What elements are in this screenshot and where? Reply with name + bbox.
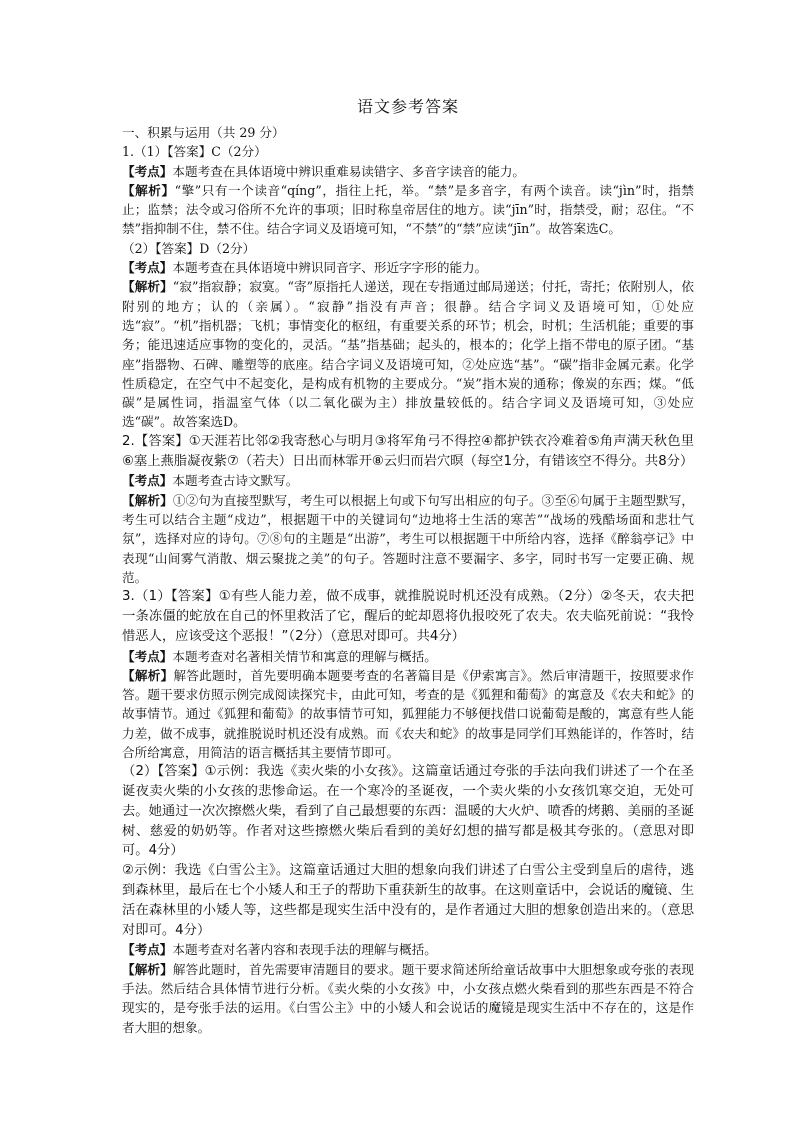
answer-paragraph: [122, 162, 694, 181]
label-tag: 【考点】: [122, 942, 173, 958]
paragraph-text: 解答此题时，首先需要审清题目的要求。题干要求简述所给童话故事中大胆想象或夸张的表现手法。然后结合具体情节进行分析。《卖火柴的小女孩》中，小女孩点燃火柴看到的那些东西是不符合现实的，是夸张手法的运用。《白雪公主》中的小矮人和会说话的魔镜是现实生活中不存在的，这是作者大胆的想象。: [122, 961, 695, 1035]
answer-paragraph: [122, 277, 694, 431]
paragraph-text: 本题考查对名著相关情节和寓意的理解与概括。: [172, 648, 437, 664]
answer-paragraph: 3.（1）【答案】①有些人能力差，做不成事，就推脱说时机还没有成熟。（2分）②冬天，农夫把一条冻僵的蛇放在自己的怀里救活了它，醒后的蛇却恩将仇报咬死了农夫。农夫临死前说：“我怜惜恶人，应该受这个恶报！”（2分）（意思对即可。共4分）: [122, 589, 694, 644]
answer-paragraph: （2）【答案】①示例：我选《卖火柴的小女孩》。这篇童话通过夸张的手法向我们讲述了一个在圣诞夜卖火柴的小女孩的悲惨命运。在一个寒冷的圣诞夜，一个卖火柴的小女孩饥寒交迫，无处可去。她通过一次次擦燃火柴，看到了自己最想要的东西：温暖的大火炉、喷香的烤鹅、美丽的圣诞树、慈爱的奶奶等。作者对这些擦燃火柴后看到的美好幻想的描写都是极其夸张的。（意思对即可。4分）: [122, 764, 694, 859]
answer-paragraph: [122, 960, 694, 1037]
answer-paragraph: 1.（1）【答案】C（2分）: [122, 144, 267, 160]
paragraph-text: “寂”指寂静；寂寞。“寄”原指托人递送，现在专指通过邮局递送；付托，寄托；依附别人，依附别的地方；认的（亲属）。“寂静”指没有声音；很静。结合字词义及语境可知，①处应选“寂”。“机”指机器；飞机；事情变化的枢纽，有重要关系的环节；机会，时机；生活机能；重要的事务；能迅速适应事物的变化的，灵活。“基”指基础；起头的，根本的；化学上指不带电的原子团。“基座”指器物、石碑、雕塑等的底座。结合字词义及语境可知，②处应选“基”。“碳”指非金属元素。化学性质稳定，在空气中不起变化，是构成有机物的主要成分。“炭”指木炭的通称；像炭的东西；煤。“低碳”是属性词，指温室气体（以二氧化碳为主）排放量较低的。结合字词义及语境可知，③处应选“碳”。故答案选D。: [122, 279, 695, 430]
answer-paragraph: （2）【答案】D（2分）: [122, 240, 256, 256]
answer-paragraph: [122, 491, 694, 587]
answer-paragraph: [122, 940, 694, 959]
label-tag: 【解析】: [122, 279, 173, 295]
section-heading: 一、积累与运用（共 29 分）: [122, 125, 285, 140]
paragraph-text: 本题考查在具体语境中辨识重难易读错字、多音字读音的能力。: [172, 163, 525, 179]
document-body: [122, 123, 694, 1037]
document-title: 语文参考答案: [356, 97, 459, 116]
label-tag: 【考点】: [122, 260, 173, 276]
label-tag: 【考点】: [122, 163, 173, 179]
answer-paragraph: [122, 471, 694, 490]
answer-paragraph: [122, 181, 694, 239]
paragraph-text: 解答此题时，首先要明确本题要考查的名著篇目是《伊索寓言》。然后审清题干，按照要求作答。题干要求仿照示例完成阅读探究卡，由此可知，考查的是《狐狸和葡萄》的寓意及《农夫和蛇》的故事情节。通过《狐狸和葡萄》的故事情节可知，狐狸能力不够便找借口说葡萄是酸的，寓意有些人能力差，做不成事，就推脱说时机还没有成熟。而《农夫和蛇》的故事是同学们耳熟能详的，作答时，结合所给寓意，用简洁的语言概括其主要情节即可。: [122, 667, 695, 760]
label-tag: 【解析】: [122, 182, 175, 198]
label-tag: 【解析】: [122, 492, 173, 508]
paragraph-text: 本题考查对名著内容和表现手法的理解与概括。: [172, 942, 437, 958]
label-tag: 【考点】: [122, 473, 173, 489]
label-tag: 【考点】: [122, 648, 173, 664]
label-tag: 【解析】: [122, 667, 174, 683]
answer-paragraph: [122, 666, 694, 762]
label-tag: 【解析】: [122, 961, 173, 977]
paragraph-text: ①②句为直接型默写，考生可以根据上句或下句写出相应的句子。③至⑥句属于主题型默写，考生可以结合主题“戍边”，根据题干中的关键词句“边地将士生活的寒苦”“战场的残酷场面和悲壮气氛”，选择对应的诗句。⑦⑧句的主题是“出游”，考生可以根据题干中所给内容，选择《醉翁亭记》中表现“山间雾气消散、烟云聚拢之美”的句子。答题时注意不要漏字、多字，同时书写一定要正确、规范。: [122, 492, 695, 585]
answer-paragraph: [122, 647, 694, 666]
answer-paragraph: 2.【答案】①天涯若比邻②我寄愁心与明月③将军角弓不得控④都护铁衣冷难着⑤角声满天秋色里⑥塞上燕脂凝夜紫⑦（若夫）日出而林霏开⑧云归而岩穴暝（每空1分，有错该空不得分。共8分）: [122, 433, 694, 469]
answer-paragraph: [122, 258, 694, 277]
paragraph-text: 本题考查古诗文默写。: [172, 473, 299, 489]
paragraph-text: 本题考查在具体语境中辨识同音字、形近字字形的能力。: [172, 260, 488, 276]
answer-paragraph: ②示例：我选《白雪公主》。这篇童话通过大胆的想象向我们讲述了白雪公主受到皇后的虐待，逃到森林里，最后在七个小矮人和王子的帮助下重获新生的故事。在这则童话中，会说话的魔镜、生活在森林里的小矮人等，这些都是现实生活中没有的，是作者通过大胆的想象创造出来的。（意思对即可。4分）: [122, 863, 694, 938]
paragraph-text: “擎”只有一个读音“qíng”，指往上托，举。“禁”是多音字，有两个读音。读“jìn”时，指禁止；监禁；法令或习俗所不允许的事项；旧时称皇帝居住的地方。读“jīn”时，指禁受，耐；忍住。“不禁”指抑制不住，禁不住。结合字词义及语境可知，“不禁”的“禁”应读“jīn”。故答案选C。: [122, 182, 695, 237]
